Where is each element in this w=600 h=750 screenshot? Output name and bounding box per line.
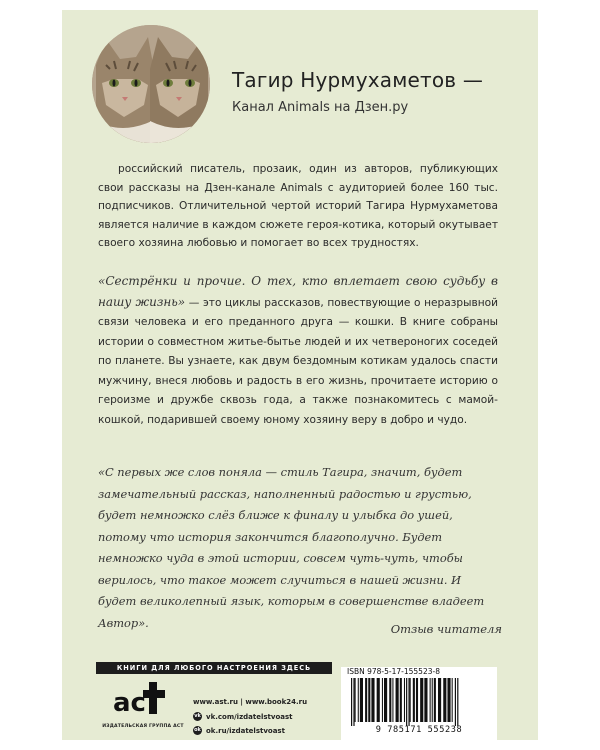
author-subtitle: Канал Animals на Дзен.ру [232, 100, 409, 115]
tagline-bar: КНИГИ ДЛЯ ЛЮБОГО НАСТРОЕНИЯ ЗДЕСЬ [96, 662, 332, 674]
svg-text:ac: ac [113, 688, 146, 718]
book-description [98, 272, 498, 430]
publisher-websites[interactable]: www.ast.ru | www.book24.ru [193, 698, 308, 706]
ast-logo [98, 678, 188, 740]
vk-icon: vk [194, 713, 201, 719]
publisher-name: ИЗДАТЕЛЬСКАЯ ГРУППА АСТ [102, 724, 184, 729]
vk-link-text: vk.com/izdatelstvoast [206, 712, 293, 721]
author-bio: российский писатель, прозаик, один из авторов, публикующих свои рассказы на Дзен-канале Animals с аудиторией более 160 тыс. подписчиков. Отличительной чертой историй Тагира Нурмухаметова является наличие в каждом сюжете героя-котика, который окутывает своего хозяина любовью и помогает во всех трудностях. [98, 163, 498, 249]
ok-link[interactable] [193, 725, 307, 736]
book-title-quote: «Сестрёнки и прочие. О тех, кто вплетает свою судьбу в нашу жизнь» [98, 274, 498, 309]
review-source: Отзыв читателя [390, 622, 502, 636]
barcode-digits: 9 785171 555238 [375, 725, 463, 735]
ok-icon: ok [194, 727, 201, 733]
barcode-box [341, 667, 497, 740]
barcode [349, 678, 489, 726]
ok-link-text: ok.ru/izdatelstvoast [206, 726, 285, 735]
author-name: Тагир Нурмухаметов — [232, 68, 484, 92]
ast-logo-icon [111, 680, 171, 718]
book-description-text: — это циклы рассказов, повествующие о неразрывной связи человека и его преданного друга — кошки. В книге собраны истории о совместном житье-бытье людей и их четвероногих соседей по планете. Вы узнаете, как двум бездомным котикам удалось спасти мужчину, внеся любовь и радость в его жизнь, прочитаете историю о героизме и дружбе сквозь года, а также познакомитесь с мамой-кошкой, подарившей своему юному хозяину веру в добро и чудо. [98, 296, 498, 426]
reader-review: «С первых же слов поняла — стиль Тагира, значит, будет замечательный рассказ, наполненный радостью и грустью, будет немножко слёз ближе к финалу и улыбка до ушей, потому что история закончится благополучно. Будет немножко чуда в этой истории, совсем чуть-чуть, чтобы верилось, что такое может случиться в нашей жизни. И будет великолепный язык, которым в совершенстве владеет Автор». [98, 465, 485, 630]
back-cover [62, 10, 538, 740]
vk-link[interactable] [193, 711, 307, 722]
isbn-label: ISBN 978-5-17-155523-8 [347, 667, 440, 676]
cat-photo [92, 25, 210, 143]
publisher-links [193, 698, 307, 739]
